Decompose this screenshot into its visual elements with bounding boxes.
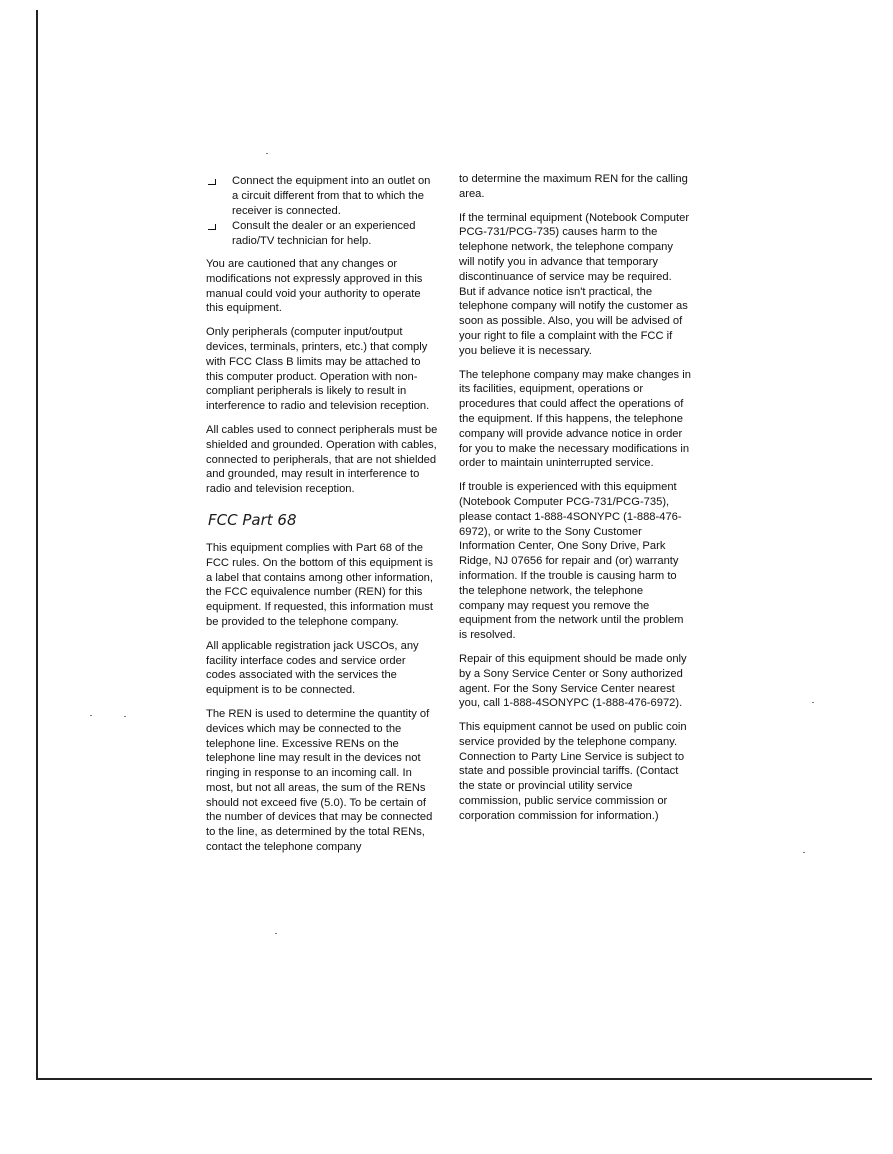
bullet-text: Consult the dealer or an experienced radio/TV technician for help. [232, 220, 416, 248]
paragraph: If the terminal equipment (Notebook Computer PCG-731/PCG-735) causes harm to the telephone network, the telephone company will notify you in advance that temporary discontinuance of service may be required. But if advance notice isn't practical, the telephone company will notify the customer as soon as possible. Also, you will be advised of your right to file a complaint with the FCC if you believe it is necessary. [459, 211, 690, 357]
scan-speck [812, 702, 814, 703]
paragraph: This equipment complies with Part 68 of the FCC rules. On the bottom of this equipment is a label that contains among other information, the FCC equivalence number (REN) for this equipment. If requested, this information must be provided to the telephone company. [206, 541, 433, 628]
paragraph: to determine the maximum REN for the calling area. [459, 173, 688, 200]
paragraph: The telephone company may make changes in its facilities, equipment, operations or procedures that could affect the operations of the equipment. If this happens, the telephone company will provide advance notice in order for you to make the necessary modifications in order to maintain uninterrupted service. [459, 368, 691, 470]
bullet-item [206, 219, 438, 249]
paragraph: All applicable registration jack USCOs, any facility interface codes and service order codes associated with the services the equipment is to be connected. [206, 639, 419, 697]
paragraph: The REN is used to determine the quantity of devices which may be connected to the telephone line. Excessive RENs on the telephone line may result in the devices not ringing in response to an incoming call. In most, but not all areas, the sum of the RENs should not exceed five (5.0). To be certain of the number of devices that may be connected to the line, as determined by the total RENs, contact the telephone company [206, 707, 433, 854]
checkbox-bullet-icon [208, 179, 216, 185]
bullet-text: Connect the equipment into an outlet on a circuit different from that to which the receiver is connected. [232, 175, 431, 217]
paragraph: All cables used to connect peripherals must be shielded and grounded. Operation with cables, connected to peripherals, that are not shielded and grounded, may result in interference to radio and television reception. [206, 423, 438, 496]
page-bottom-border [36, 1078, 872, 1080]
paragraph: Repair of this equipment should be made only by a Sony Service Center or Sony authorized agent. For the Sony Service Center nearest you, call 1-888-4SONYPC (1-888-476-6972). [459, 652, 687, 710]
right-column [459, 172, 691, 833]
paragraph: If trouble is experienced with this equipment (Notebook Computer PCG-731/PCG-735), please contact 1-888-4SONYPC (1-888-476-6972), or write to the Sony Customer Information Center, One Sony Drive, Park Ridge, NJ 07656 for repair and (or) warranty information. If the trouble is causing harm to the telephone network, the telephone company may request you remove the equipment from the network until the problem is resolved. [459, 481, 684, 642]
scan-speck [124, 716, 126, 717]
paragraph: This equipment cannot be used on public coin service provided by the telephone company. Connection to Party Line Service is subject to state and possible provincial tariffs. (Contact the state or provincial utility service commission, public service commission or corporation commission for information.) [459, 721, 687, 822]
scan-speck [266, 153, 268, 154]
checkbox-bullet-icon [208, 224, 216, 230]
bullet-list [206, 174, 438, 249]
scan-speck [90, 715, 92, 716]
paragraph: You are cautioned that any changes or modifications not expressly approved in this manual could void your authority to operate this equipment. [206, 257, 423, 315]
left-column [206, 174, 438, 864]
scan-speck [275, 933, 277, 934]
paragraph: Only peripherals (computer input/output devices, terminals, printers, etc.) that comply with FCC Class B limits may be attached to this computer product. Operation with non-compliant peripherals is likely to result in interference to radio and television reception. [206, 326, 430, 413]
section-heading: FCC Part 68 [208, 510, 297, 529]
scan-speck [803, 852, 805, 853]
bullet-item [206, 174, 438, 218]
page-left-border [36, 10, 38, 1080]
